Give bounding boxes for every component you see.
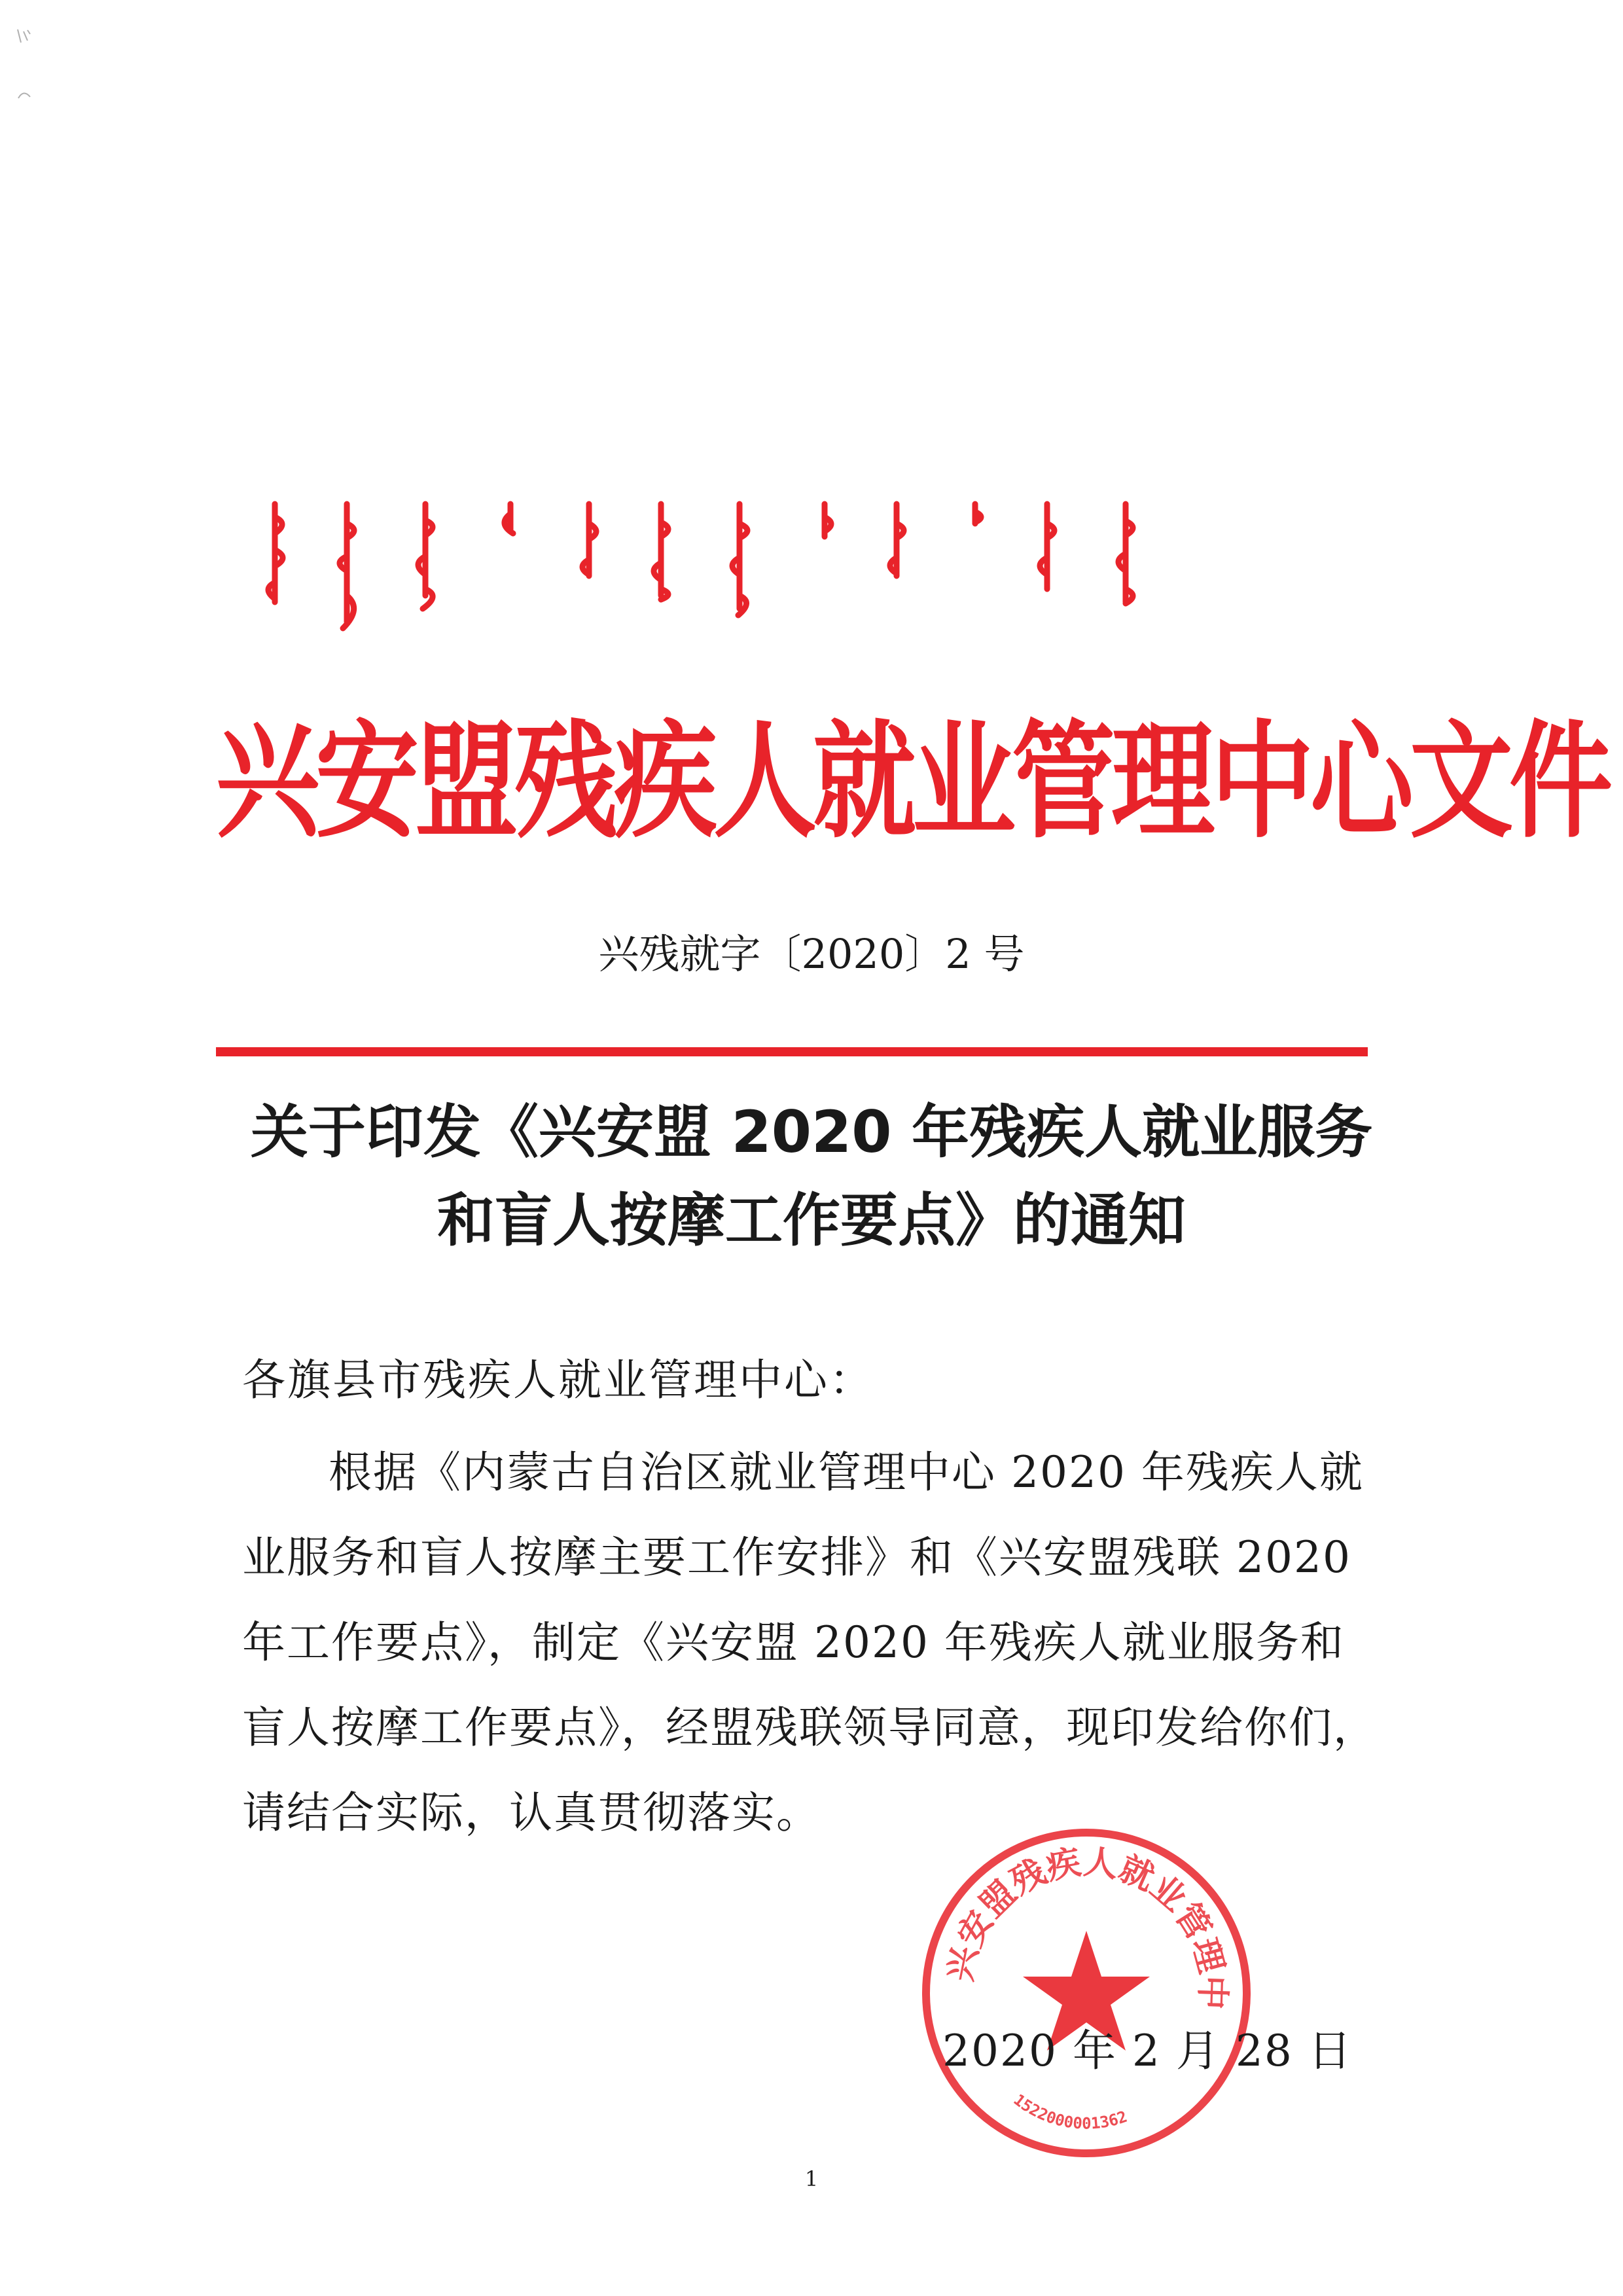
org-document-title: 兴安盟残疾人就业管理中心文件	[216, 708, 1609, 856]
scan-artifact	[14, 85, 34, 105]
salutation: 各旗县市残疾人就业管理中心：	[242, 1355, 874, 1405]
notice-title-line-1: 关于印发《兴安盟 2020 年残疾人就业服务	[250, 1098, 1373, 1166]
body-paragraph: 根据《内蒙古自治区就业管理中心 2020 年残疾人就业服务和盲人按摩主要工作安排》和《兴安盟残联 2020 年工作要点》，制定《兴安盟 2020 年残疾人就业服务和盲人按摩工作要点》，经盟残联领导同意，现印发给你们，请结合实际，认真贯彻落实。	[242, 1447, 1378, 1838]
scan-artifact	[14, 26, 34, 46]
page-number: 1	[804, 2166, 819, 2191]
notice-title-line-2: 和盲人按摩工作要点》的通知	[437, 1187, 1186, 1254]
red-divider-line	[216, 1047, 1368, 1056]
svg-text:兴安盟残疾人就业管理中心: 兴安盟残疾人就业管理中	[940, 1842, 1232, 2011]
document-number: 兴残就字〔2020〕2 号	[598, 930, 1025, 978]
svg-text:1522000001362: 1522000001362	[1010, 2090, 1130, 2133]
official-seal	[913, 1820, 1260, 2166]
mongolian-script-title	[249, 497, 1322, 655]
document-date: 2020 年 2 月 28 日	[942, 2026, 1353, 2076]
